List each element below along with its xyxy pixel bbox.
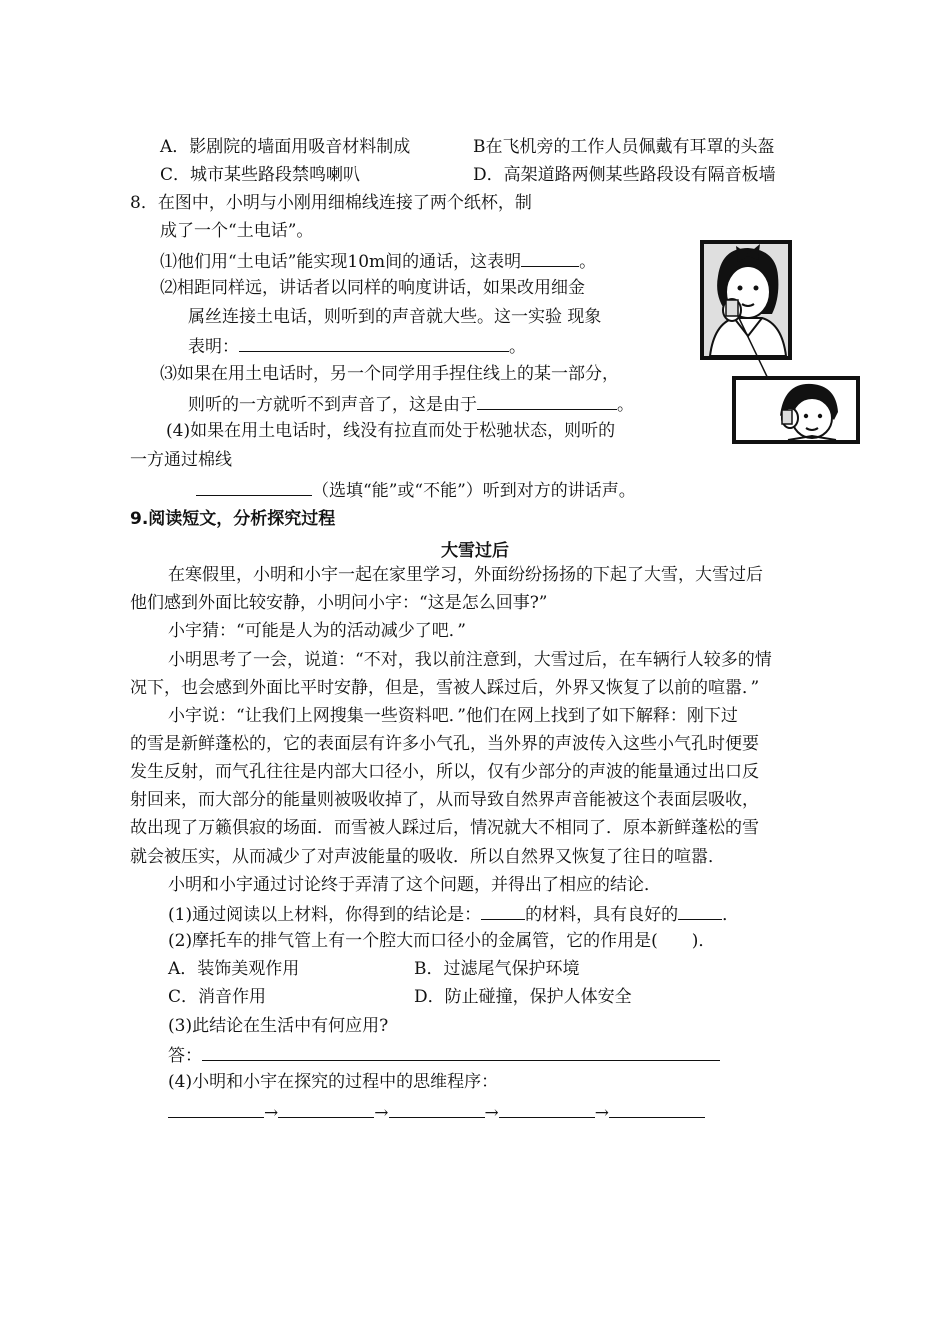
q9-option-b: B．过滤尾气保护环境 <box>414 959 580 979</box>
arrow-icon: → <box>594 1103 609 1123</box>
arrow-icon: → <box>374 1103 389 1123</box>
q9-sub-4: (4)小明和小宇在探究的过程中的思维程序： <box>168 1072 499 1092</box>
passage-line-8: 发生反射，而气孔往往是内部大口径小，所以，仅有少部分的声波的能量通过出口反 <box>130 762 759 782</box>
q8-part-4-line-2: 一方通过棉线 <box>130 450 232 470</box>
q7-option-b: B在飞机旁的工作人员佩戴有耳罩的头盔 <box>473 137 775 157</box>
q9-answer-line <box>168 1043 720 1067</box>
q8-part-3-end: 。 <box>617 395 634 415</box>
passage-line-4: 小明思考了一会，说道：“不对，我以前注意到，大雪过后，在车辆行人较多的情 <box>168 650 772 670</box>
q8-part-4-text: （选填“能”或“不能”）听到对方的讲话声。 <box>312 481 636 501</box>
process-step-blank-1[interactable] <box>168 1100 264 1118</box>
q8-part-3-line-2 <box>188 392 634 416</box>
thinking-process-chain <box>168 1100 705 1124</box>
passage-line-10: 故出现了万籁俱寂的场面．而雪被人踩过后，情况就大不相同了．原本新鲜蓬松的雪 <box>130 818 759 838</box>
q8-part-1-end: 。 <box>579 252 597 272</box>
q9-sub-1 <box>168 902 739 926</box>
passage-line-11: 就会被压实，从而减少了对声波能量的吸收．所以自然界又恢复了往日的喧嚣． <box>130 847 725 867</box>
q8-part-4-blank[interactable] <box>196 478 312 496</box>
q8-stem-line-1: 8．在图中，小明与小刚用细棉线连接了两个纸杯，制 <box>130 193 532 213</box>
q8-part-2-line-3 <box>188 334 526 358</box>
process-step-blank-5[interactable] <box>609 1100 705 1118</box>
passage-line-7: 的雪是新鲜蓬松的，它的表面层有许多小气孔，当外界的声波传入这些小气孔时便要 <box>130 734 759 754</box>
process-step-blank-2[interactable] <box>278 1100 374 1118</box>
q8-part-1 <box>160 249 596 273</box>
girl-on-phone-figure <box>700 240 792 360</box>
arrow-icon: → <box>484 1103 499 1123</box>
q9-heading: 9.阅读短文，分析探究过程 <box>130 509 336 529</box>
string-telephone-illustration <box>688 236 868 456</box>
q7-option-c: C．城市某些路段禁鸣喇叭 <box>160 165 361 185</box>
q9-sub-1-text-b: 的材料，具有良好的 <box>525 905 679 925</box>
passage-line-2: 他们感到外面比较安静，小明问小宇：“这是怎么回事?” <box>130 593 548 613</box>
q8-part-2-end: 。 <box>509 337 526 357</box>
passage-line-1: 在寒假里，小明和小宇一起在家里学习，外面纷纷扬扬的下起了大雪，大雪过后 <box>168 565 763 585</box>
q7-option-a: A．影剧院的墙面用吸音材料制成 <box>160 137 411 157</box>
q9-sub-2: (2)摩托车的排气管上有一个腔大而口径小的金属管，它的作用是( )． <box>168 931 716 951</box>
q8-part-3-text: 则听的一方就听不到声音了，这是由于 <box>188 395 477 415</box>
q9-sub-1-blank-1[interactable] <box>481 902 525 920</box>
passage-line-5: 况下，也会感到外面比平时安静，但是，雪被人踩过后，外界又恢复了以前的喧嚣．” <box>130 678 760 698</box>
passage-line-9: 射回来，而大部分的能量则被吸收掉了，从而导致自然界声音能被这个表面层吸收， <box>130 790 759 810</box>
q8-part-1-blank[interactable] <box>521 249 579 267</box>
q8-part-2-text: 表明： <box>188 337 239 357</box>
process-step-blank-4[interactable] <box>499 1100 595 1118</box>
passage-line-3: 小宇猜：“可能是人为的活动减少了吧．” <box>168 621 466 641</box>
passage-title: 大雪过后 <box>441 541 509 561</box>
passage-line-12: 小明和小宇通过讨论终于弄清了这个问题，并得出了相应的结论． <box>168 875 661 895</box>
q9-sub-1-text-a: (1)通过阅读以上材料，你得到的结论是： <box>168 905 482 925</box>
q8-part-1-text: ⑴他们用“土电话”能实现10m间的通话，这表明 <box>160 252 522 272</box>
q7-option-d: D．高架道路两侧某些路段设有隔音板墙 <box>473 165 776 185</box>
boy-on-phone-figure <box>732 376 860 444</box>
q8-part-2-blank[interactable] <box>239 334 509 352</box>
q9-option-c: C．消音作用 <box>168 987 267 1007</box>
q8-part-3-blank[interactable] <box>477 392 617 410</box>
q8-part-2-line-2: 属丝连接土电话，则听到的声音就大些。这一实验 现象 <box>188 307 602 327</box>
q8-part-4-line-3 <box>196 478 636 502</box>
q8-stem-line-2: 成了一个“土电话”。 <box>160 221 314 241</box>
q9-option-d: D．防止碰撞，保护人体安全 <box>414 987 632 1007</box>
q9-answer-label: 答： <box>168 1046 202 1066</box>
q8-part-3-line-1: ⑶如果在用土电话时，另一个同学用手捏住线上的某一部分， <box>160 364 619 384</box>
q9-sub-1-blank-2[interactable] <box>678 902 722 920</box>
q9-answer-blank[interactable] <box>202 1043 720 1061</box>
arrow-icon: → <box>264 1103 279 1123</box>
q8-part-4-line-1: (4)如果在用土电话时，线没有拉直而处于松驰状态，则听的 <box>166 421 616 441</box>
q9-sub-3: (3)此结论在生活中有何应用? <box>168 1016 389 1036</box>
passage-line-6: 小宇说：“让我们上网搜集一些资料吧．”他们在网上找到了如下解释：刚下过 <box>168 706 738 726</box>
q8-part-2-line-1: ⑵相距同样远，讲话者以同样的响度讲话，如果改用细金 <box>160 278 585 298</box>
process-step-blank-3[interactable] <box>389 1100 485 1118</box>
q9-sub-1-end: ． <box>722 905 740 925</box>
q9-option-a: A．装饰美观作用 <box>168 959 300 979</box>
